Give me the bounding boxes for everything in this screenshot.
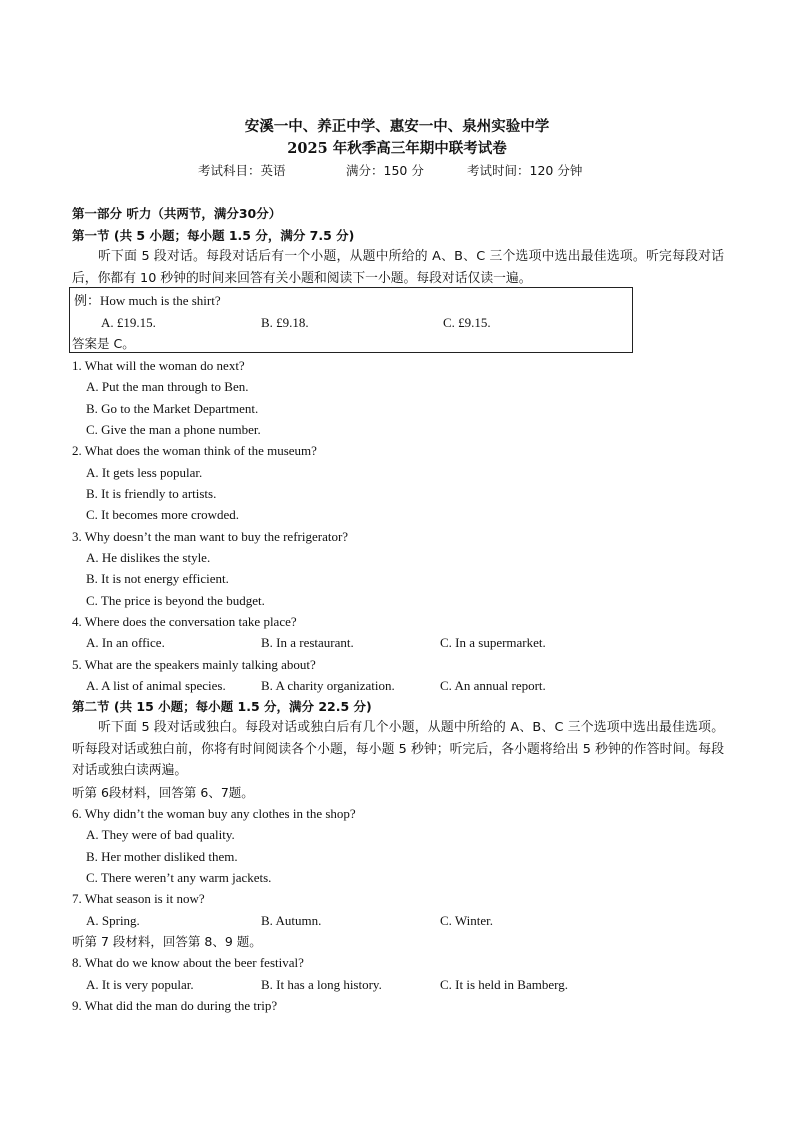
question-3: 3. Why doesn’t the man want to buy the refrigerator? (72, 529, 349, 544)
exam-time: 考试时间：120 分钟 (467, 163, 583, 178)
section2-instruction: 听下面 5 段对话或独白。每段对话或独白后有几个小题，从题中所给的 A、B、C 三个选项中选出最佳选项。听每段对话或独白前，你将有时间阅读各个小题，每小题 5 秒钟；听完后，各小题将给出 5 秒钟的作答时间。每段对话或独白读两遍。 (72, 720, 724, 778)
part1-title: 第一部分 听力（共两节，满分30分） (72, 206, 282, 221)
question-9: 9. What did the man do during the trip? (72, 998, 278, 1013)
question-6: 6. Why didn’t the woman buy any clothes in the shop? (72, 806, 356, 821)
question-2-option-a: A. It gets less popular. (86, 465, 203, 480)
question-8: 8. What do we know about the beer festival? (72, 955, 304, 970)
question-8-option-c: C. It is held in Bamberg. (440, 977, 568, 992)
section1-instruction: 听下面 5 段对话。每段对话后有一个小题，从题中所给的 A、B、C 三个选项中选出最佳选项。听完每段对话后，你都有 10 秒钟的时间来回答有关小题和阅读下一小题。每段对话仅读一遍。 (72, 249, 724, 286)
exam-subject: 考试科目：英语 (198, 163, 286, 178)
material-6-note: 听第 6段材料，回答第 6、7题。 (72, 785, 254, 800)
question-4: 4. Where does the conversation take place? (72, 614, 297, 629)
question-5: 5. What are the speakers mainly talking about? (72, 657, 316, 672)
question-1: 1. What will the woman do next? (72, 358, 245, 373)
question-2: 2. What does the woman think of the museum? (72, 443, 317, 458)
example-option-a: A. £19.15. (101, 315, 156, 330)
question-5-option-b: B. A charity organization. (261, 678, 395, 693)
question-1-option-a: A. Put the man through to Ben. (86, 379, 249, 394)
question-5-option-a: A. A list of animal species. (86, 678, 226, 693)
question-1-option-c: C. Give the man a phone number. (86, 422, 261, 437)
question-3-option-c: C. The price is beyond the budget. (86, 593, 265, 608)
section2-title: 第二节 (共 15 小题；每小题 1.5 分，满分 22.5 分) (72, 699, 372, 714)
question-7: 7. What season is it now? (72, 891, 205, 906)
question-6-option-b: B. Her mother disliked them. (86, 849, 238, 864)
question-6-option-a: A. They were of bad quality. (86, 827, 235, 842)
question-6-option-c: C. There weren’t any warm jackets. (86, 870, 272, 885)
exam-title: 2025 年秋季高三年期中联考试卷 (287, 140, 507, 157)
question-3-option-b: B. It is not energy efficient. (86, 571, 229, 586)
question-8-option-b: B. It has a long history. (261, 977, 382, 992)
question-4-option-b: B. In a restaurant. (261, 635, 354, 650)
question-7-option-a: A. Spring. (86, 913, 140, 928)
school-names: 安溪一中、养正中学、惠安一中、泉州实验中学 (244, 118, 550, 135)
question-7-option-c: C. Winter. (440, 913, 494, 928)
example-question: 例：How much is the shirt? (74, 293, 221, 308)
question-4-option-c: C. In a supermarket. (440, 635, 546, 650)
question-1-option-b: B. Go to the Market Department. (86, 401, 259, 416)
example-option-b: B. £9.18. (261, 315, 309, 330)
question-5-option-c: C. An annual report. (440, 678, 546, 693)
question-2-option-c: C. It becomes more crowded. (86, 507, 240, 522)
question-3-option-a: A. He dislikes the style. (86, 550, 211, 565)
section1-title: 第一节 (共 5 小题；每小题 1.5 分，满分 7.5 分) (72, 228, 355, 243)
material-7-note: 听第 7 段材料，回答第 8、9 题。 (72, 934, 262, 949)
question-7-option-b: B. Autumn. (261, 913, 322, 928)
exam-full-score: 满分：150 分 (346, 163, 424, 178)
question-8-option-a: A. It is very popular. (86, 977, 194, 992)
example-answer: 答案是 C。 (72, 336, 135, 351)
question-2-option-b: B. It is friendly to artists. (86, 486, 217, 501)
example-option-c: C. £9.15. (443, 315, 491, 330)
question-4-option-a: A. In an office. (86, 635, 165, 650)
